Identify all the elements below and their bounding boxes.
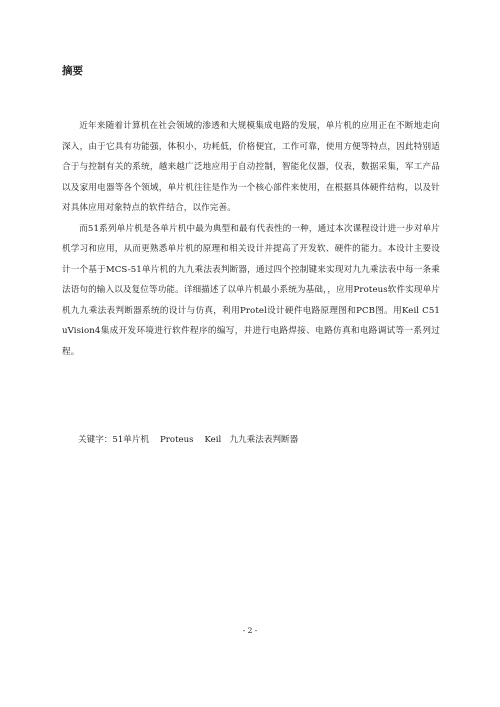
abstract-paragraph-1: 近年来随着计算机在社会领域的渗透和大规模集成电路的发展，单片机的应用正在不断地走向深入，由于它具有功能强，体积小，功耗低，价格便宜，工作可靠，使用方便等特点，因此特别适合于与控制有关的系统，越来越广泛地应用于自动控制，智能化仪器，仪表，数据采集，军工产品以及家用电器等各个领域，单片机往往是作为一个核心部件来使用，在根据具体硬件结构，以及针对具体应用对象特点的软件结合，以作完善。 bbox=[62, 121, 440, 213]
abstract-heading: 摘要 bbox=[62, 65, 83, 77]
keywords-line: 关键字：51单片机 Proteus Keil 九九乘法表判断器 bbox=[78, 435, 299, 445]
page-number: - 2 - bbox=[242, 626, 258, 635]
abstract-body bbox=[62, 116, 440, 362]
abstract-paragraph-2: 而51系列单片机是各单片机中最为典型和最有代表性的一种，通过本次课程设计进一步对单片机学习和应用，从而更熟悉单片机的原理和相关设计并提高了开发软、硬件的能力。本设计主要设计一个基于MCS-51单片机的九九乘法表判断器，通过四个控制键来实现对九九乘法表中每一条乘法语句的输入以及复位等功能。详细描述了以单片机最小系统为基础，，应用Proteus软件实现单片机九九乘法表判断器系统的设计与仿真，利用Protel设计硬件电路原理图和PCB图。用Keil C51 uVision4集成开发环境进行软件程序的编写，并进行电路焊接、电路仿真和电路调试等一系列过程。 bbox=[62, 223, 440, 357]
